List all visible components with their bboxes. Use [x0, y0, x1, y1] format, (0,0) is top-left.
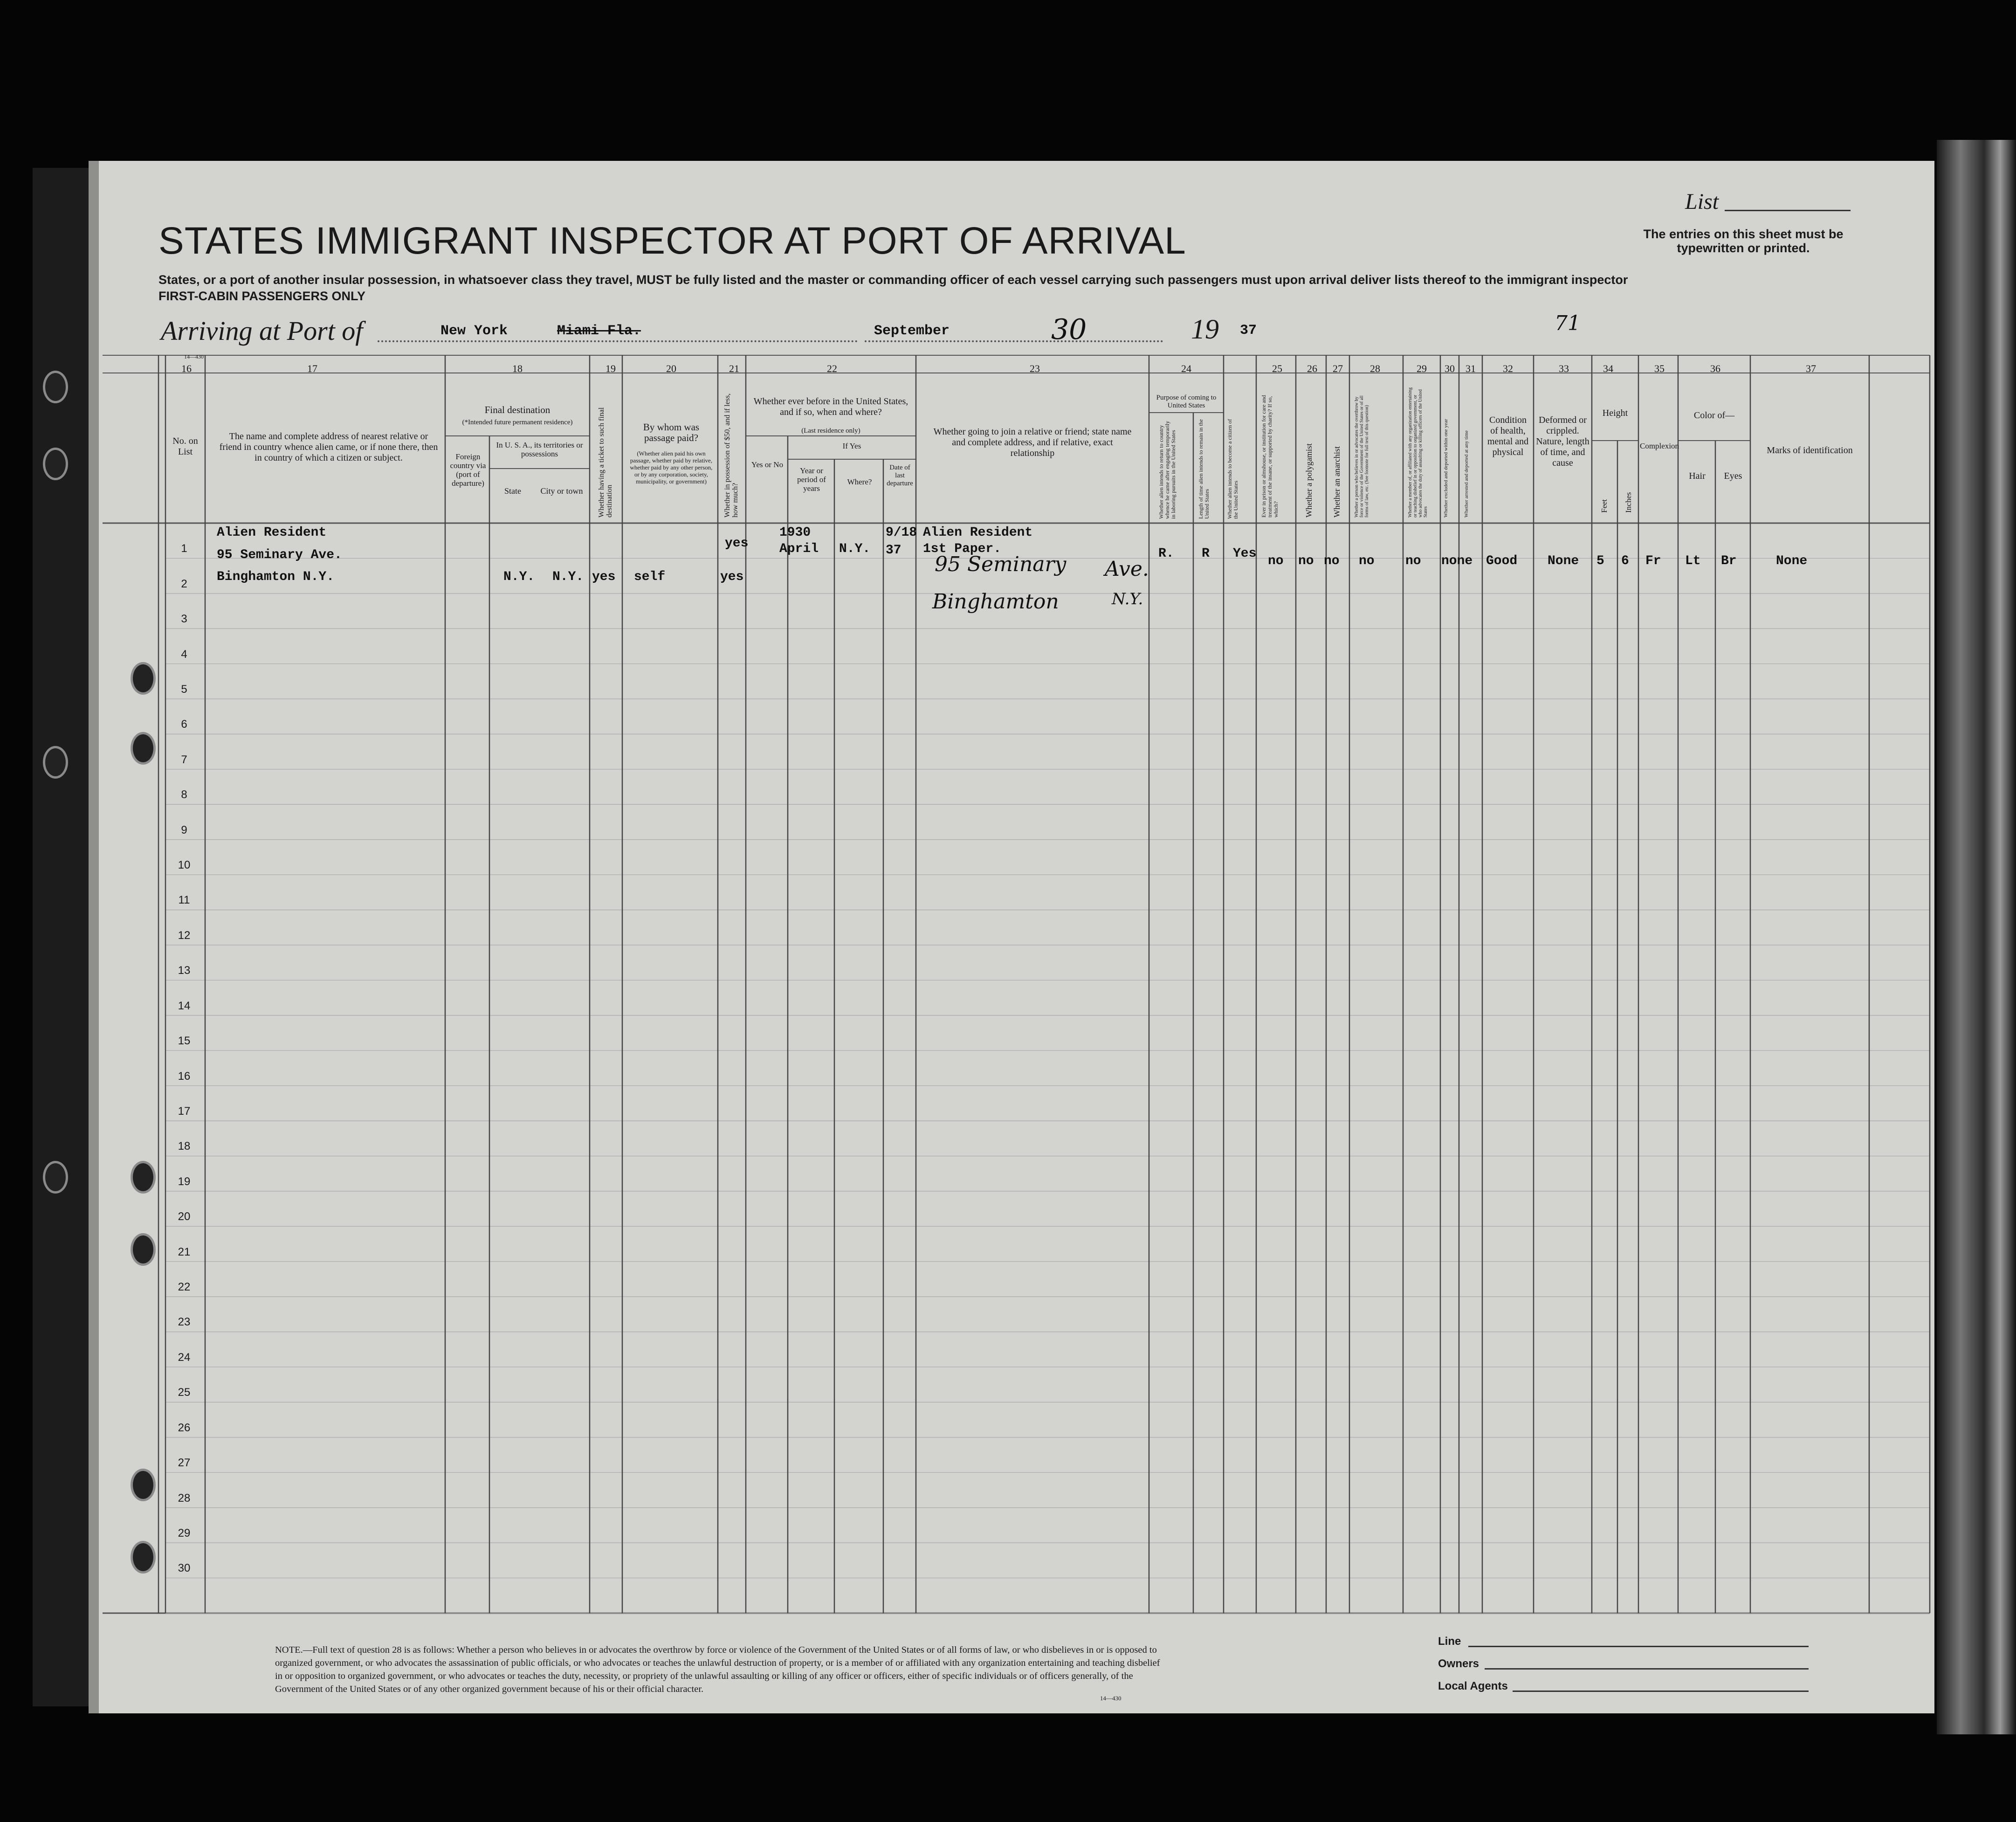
- col20-note: (Whether alien paid his own passage, whether paid by relative, whether paid by any other person, or by any corporation, society, municipality, or government): [630, 450, 713, 485]
- col18-title: Final destination: [484, 404, 550, 415]
- footer-line-field: [1468, 1646, 1809, 1647]
- entry-col28: no: [1359, 554, 1375, 568]
- column-number: 34: [1603, 363, 1613, 374]
- col22-date: Date of last departure: [887, 464, 913, 487]
- col22-yesno: Yes or No: [751, 460, 784, 469]
- entry-join-handwritten-1: 95 Seminary: [935, 552, 1066, 576]
- footer-line-label: Line: [1438, 1635, 1461, 1648]
- row-number: 22: [178, 1281, 191, 1294]
- entry-where: N.Y.: [839, 542, 871, 556]
- column-number: 20: [666, 363, 676, 374]
- column-number: 35: [1654, 363, 1665, 374]
- col21-header: Whether in possession of $50, and if less, how much?: [723, 393, 739, 518]
- form-stamp: 14—430: [184, 353, 204, 360]
- row-number: 10: [178, 859, 191, 872]
- column-number: 31: [1466, 363, 1476, 374]
- entry-complexion: Fr: [1645, 554, 1661, 568]
- row-number: 12: [178, 929, 191, 942]
- column-number: 26: [1307, 363, 1317, 374]
- col34-header: Height: [1602, 408, 1628, 418]
- col37-header: Marks of identification: [1767, 445, 1853, 456]
- column-number: 27: [1333, 363, 1343, 374]
- column-number: 23: [1030, 363, 1040, 374]
- form-class-label: FIRST-CABIN PASSENGERS ONLY: [158, 289, 366, 303]
- col36-header: Color of—: [1693, 410, 1735, 421]
- column-number: 29: [1417, 363, 1427, 374]
- col22-ifyes: If Yes: [842, 442, 861, 450]
- entry-health: Good: [1486, 554, 1518, 568]
- entry-col25: no: [1268, 554, 1284, 568]
- col22-where: Where?: [847, 477, 872, 486]
- col22-header: Whether ever before in the United States, and if so, when and where?: [753, 396, 908, 417]
- entry-hair: Lt: [1685, 554, 1701, 568]
- col30-header: Whether excluded and deported within one year: [1443, 419, 1449, 518]
- entry-purpose-length: R: [1202, 546, 1210, 561]
- row-number: 8: [181, 788, 187, 801]
- entry-paid-by: self: [634, 570, 666, 584]
- row-number: 21: [178, 1245, 191, 1258]
- row-number: 26: [178, 1421, 191, 1434]
- col24-length: Length of time alien intends to remain in the United States: [1197, 419, 1210, 519]
- column-number: 19: [605, 363, 616, 374]
- col34-feet: Feet: [1600, 499, 1609, 513]
- row-number: 24: [178, 1351, 191, 1364]
- arriving-label: Arriving at Port of: [161, 316, 363, 346]
- entry-month-before: April: [779, 542, 819, 556]
- footer-agents-field: [1513, 1691, 1809, 1692]
- col18-note: (*Intended future permanent residence): [462, 419, 573, 426]
- col24-return: Whether alien intends to return to country whence he came after engaging temporarily in laboring pursuits in the United States: [1158, 421, 1177, 519]
- row-number: 19: [178, 1175, 191, 1188]
- col18-city: City or town: [540, 486, 583, 496]
- row-number: 25: [178, 1386, 191, 1399]
- row-number: 5: [181, 683, 187, 696]
- footer-owners-label: Owners: [1438, 1657, 1479, 1670]
- row-number: 23: [178, 1316, 191, 1329]
- entry-join-line-1: Alien Resident: [923, 525, 1033, 540]
- column-number: 16: [181, 363, 192, 374]
- column-number: 17: [307, 363, 317, 374]
- col18-state: State: [504, 486, 521, 496]
- entry-departure-date: 9/18: [886, 525, 917, 540]
- form-instructions: States, or a port of another insular possession, in whatsoever class they travel, MUST be fully listed and the master or commanding officer of each vessel carrying such passengers must upon arrival deliver lists thereof to the immigrant inspector: [158, 273, 1628, 287]
- col17-header: The name and complete address of nearest relative or friend in country whence alien came, or if none there, then in country of which a citizen or subject.: [219, 431, 438, 463]
- year-prefix: 19: [1191, 314, 1219, 345]
- row-number: 7: [181, 753, 187, 766]
- col33-header: Deformed or crippled. Nature, length of time, and cause: [1536, 415, 1589, 468]
- row-number: 18: [178, 1140, 191, 1153]
- entry-purpose-citizen: Yes: [1233, 546, 1257, 561]
- column-number: 37: [1806, 363, 1816, 374]
- entry-inches: 6: [1621, 554, 1629, 568]
- footer-agents-label: Local Agents: [1438, 1680, 1508, 1692]
- list-label: List: [1685, 189, 1719, 214]
- col19-header: Whether having a ticket to such final destination: [598, 407, 613, 518]
- col31-header: Whether arrested and deported at any time: [1464, 430, 1469, 518]
- col24-citizen: Whether alien intends to become a citizen of the United States: [1226, 419, 1239, 519]
- port-dotted-line: [378, 340, 858, 342]
- row-number: 27: [178, 1456, 191, 1470]
- col23-header: Whether going to join a relative or friend; state name and complete address, and if relative, exact relationship: [933, 427, 1132, 458]
- col22-note: (Last residence only): [801, 427, 860, 435]
- no-on-list-header: No. on List: [172, 436, 198, 457]
- col28-header: Whether a person who believes in or advocates the overthrow by force or violence of the Government of the United States or of all forms of law, etc. (See footnote for full text of this question): [1354, 395, 1369, 518]
- row-number: 30: [178, 1562, 191, 1575]
- entry-city: N.Y.: [552, 570, 584, 584]
- column-number: 25: [1272, 363, 1282, 374]
- col36-eyes: Eyes: [1724, 471, 1742, 481]
- footer-owners-field: [1485, 1668, 1809, 1670]
- row-number: 20: [178, 1210, 191, 1223]
- col34-inches: Inches: [1624, 492, 1633, 513]
- row-number: 11: [178, 894, 190, 907]
- entry-eyes: Br: [1721, 554, 1737, 568]
- port-value: New York: [440, 323, 508, 339]
- row-number: 14: [178, 999, 191, 1012]
- row-number: 1: [181, 542, 187, 555]
- entry-col30: none: [1441, 554, 1473, 568]
- col18-foreign: Foreign country via (port of departure): [450, 452, 486, 488]
- footnote-question-28: NOTE.—Full text of question 28 is as follows: Whether a person who believes in or advocates the overthrow by force or violence of the Government of the United States or of all forms of law, or who disbelieves in or is opposed to organized government, or who advocates the assassination of public officials, or who advocates or teaches the unlawful destruction of property, or is a member of or affiliated with any organization entertaining and teaching disbelief in or opposition to organized government, or who advocates or teaches the duty, necessity, or propriety of the unlawful assaulting or killing of any officer or officers, either of specific individuals or of officers generally, of the Government of the United States or of any other organized government because of his or their official character.: [275, 1645, 1160, 1694]
- entry-join-handwritten-4: N.Y.: [1112, 590, 1143, 608]
- col18-usa: In U. S. A., its territories or possessions: [496, 441, 583, 458]
- column-number: 28: [1370, 363, 1380, 374]
- column-number: 21: [729, 363, 739, 374]
- entry-ticket: yes: [592, 570, 616, 584]
- row-number: 29: [178, 1526, 191, 1539]
- col25-header: Ever in prison or almshouse, or institution for care and treatment of the insane, or supported by charity? If so, which?: [1260, 395, 1279, 518]
- entry-purpose-return: R.: [1158, 546, 1174, 561]
- list-number-handwritten: 71: [1555, 311, 1581, 335]
- date-dotted-line: [865, 340, 1163, 342]
- entry-deformed: None: [1548, 554, 1579, 568]
- col26-header: Whether a polygamist: [1304, 443, 1314, 518]
- day-value: 30: [1051, 313, 1087, 346]
- entry-col27: no: [1324, 554, 1340, 568]
- column-number: 32: [1503, 363, 1513, 374]
- column-number: 24: [1181, 363, 1191, 374]
- column-number: 22: [827, 363, 837, 374]
- column-number: 36: [1710, 363, 1720, 374]
- column-number: 18: [512, 363, 523, 374]
- entry-feet: 5: [1596, 554, 1604, 568]
- col29-header: Whether a member of, or affiliated with any organization entertaining or teaching disbelief in or opposition to organized government, or who advocates the duty of assaulting or killing officers of the United States: [1408, 387, 1428, 518]
- entry-address-line-3: Binghamton N.Y.: [217, 570, 335, 584]
- row-number: 4: [181, 648, 187, 661]
- col24-header: Purpose of coming to United States: [1156, 394, 1217, 409]
- typewritten-instruction: The entries on this sheet must be typewritten or printed.: [1643, 227, 1844, 255]
- port-struck-value: Miami Fla.: [557, 323, 641, 339]
- col20-header: By whom was passage paid?: [643, 421, 700, 443]
- row-number: 28: [178, 1491, 191, 1505]
- row-number: 2: [181, 577, 187, 590]
- col35-header: Complexion: [1640, 442, 1679, 450]
- entry-address-line-1: Alien Resident: [217, 525, 327, 540]
- row-number: 13: [178, 964, 191, 977]
- entry-state: N.Y.: [503, 570, 535, 584]
- entry-marks: None: [1776, 554, 1808, 568]
- column-number: 30: [1445, 363, 1455, 374]
- col36-hair: Hair: [1689, 471, 1706, 481]
- row-number: 15: [178, 1035, 191, 1048]
- entry-money: yes: [720, 570, 744, 584]
- entry-address-line-2: 95 Seminary Ave.: [217, 548, 342, 562]
- row-number: 9: [181, 823, 187, 836]
- entry-col26: no: [1298, 554, 1314, 568]
- year-suffix: 37: [1240, 323, 1257, 338]
- col32-header: Condition of health, mental and physical: [1487, 415, 1529, 457]
- row-number: 3: [181, 613, 187, 626]
- row-number: 6: [181, 718, 187, 731]
- entry-join-line-2: 1st Paper.: [923, 542, 1002, 556]
- entry-year: 1930: [779, 525, 811, 540]
- entry-before: yes: [725, 536, 749, 551]
- form-title: STATES IMMIGRANT INSPECTOR AT PORT OF ARRIVAL: [158, 220, 1186, 262]
- row-number: 17: [178, 1104, 191, 1118]
- month-value: September: [874, 323, 950, 339]
- entry-departure-year: 37: [886, 543, 901, 558]
- entry-join-handwritten-2: Ave.: [1105, 557, 1149, 581]
- col27-header: Whether an anarchist: [1332, 446, 1342, 518]
- list-number-line: [1725, 210, 1851, 211]
- footer-form-number: 14—430: [1100, 1695, 1122, 1702]
- entry-join-handwritten-3: Binghamton: [932, 590, 1059, 614]
- col22-year: Year or period of years: [797, 466, 826, 493]
- row-number: 16: [178, 1070, 191, 1083]
- entry-col29: no: [1405, 554, 1421, 568]
- column-number: 33: [1559, 363, 1569, 374]
